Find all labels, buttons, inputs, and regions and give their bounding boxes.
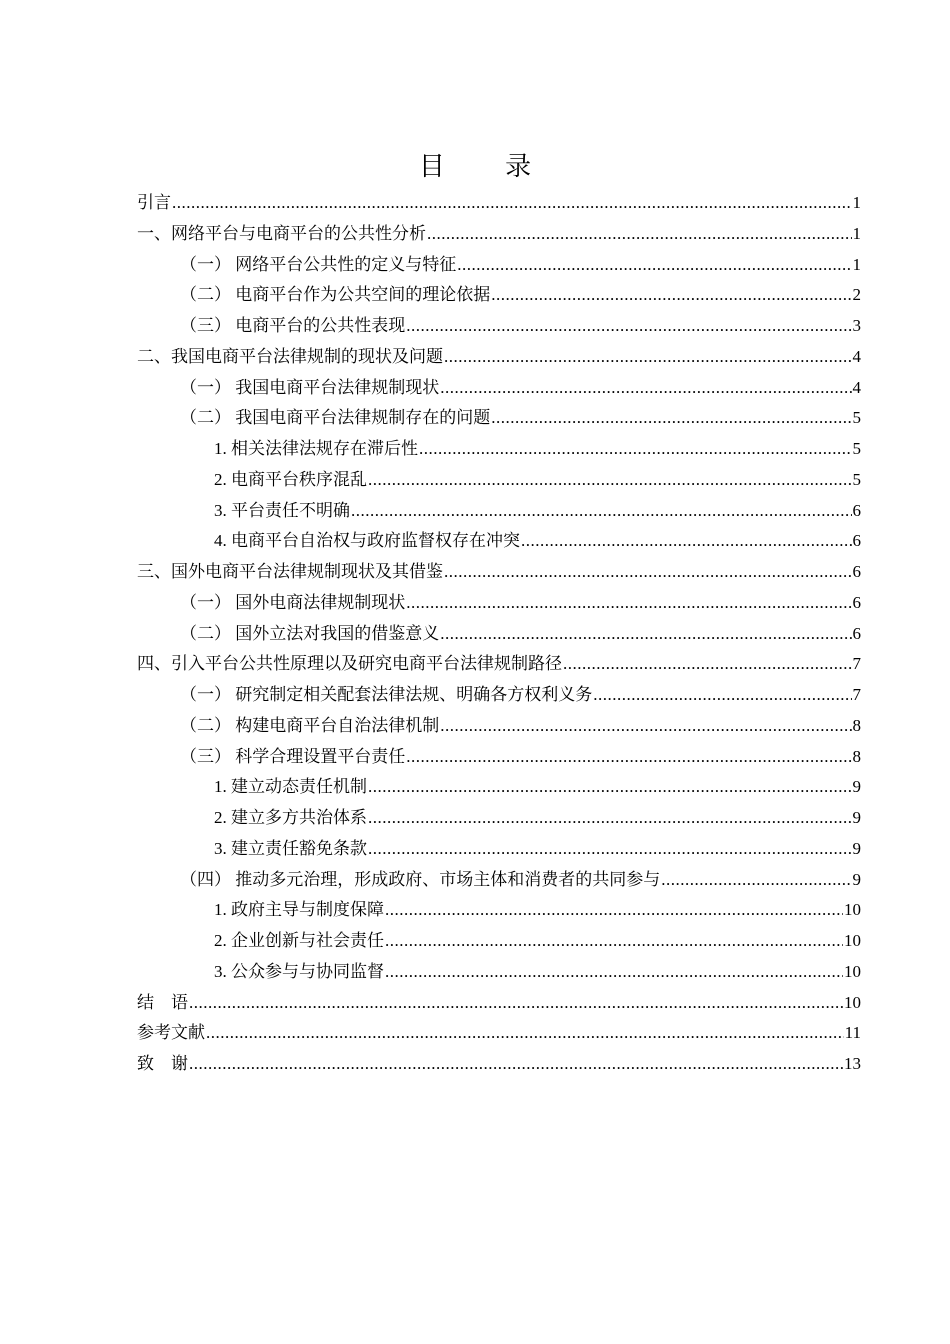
toc-entry-label: （三） 科学合理设置平台责任 (180, 746, 406, 766)
toc-entry-page: 4 (852, 346, 861, 366)
dot-leader (385, 926, 843, 957)
toc-entry-label: 致 谢 (137, 1054, 188, 1073)
toc-entry-page: 5 (852, 408, 861, 428)
toc-entry-page: 6 (852, 592, 861, 612)
toc-entry-label: （二） 构建电商平台自治法律机制 (180, 715, 440, 735)
toc-entry[interactable] (137, 619, 861, 650)
toc-entry-label: （一） 我国电商平台法律规制现状 (180, 377, 440, 397)
page-title: 目 录 (418, 152, 558, 182)
toc-entry[interactable] (137, 1018, 861, 1049)
toc-entry-label: （二） 电商平台作为公共空间的理论依据 (180, 285, 491, 305)
toc-entry[interactable] (137, 373, 861, 404)
toc-entry-label: （一） 国外电商法律规制现状 (180, 592, 406, 612)
dot-leader (406, 311, 851, 342)
toc-entry[interactable] (137, 434, 861, 465)
dot-leader (368, 465, 852, 496)
toc-entry[interactable] (137, 219, 861, 250)
toc-entry-label: 1. 政府主导与制度保障 (214, 900, 384, 920)
toc-entry-page: 1 (852, 193, 861, 212)
toc-entry-page: 10 (844, 900, 861, 920)
toc-entry-page: 5 (852, 439, 861, 458)
toc-entry-label: 2. 企业创新与社会责任 (214, 931, 384, 950)
toc-entry-label: 1. 建立动态责任机制 (214, 777, 367, 797)
toc-entry-label: 2. 建立多方共治体系 (214, 808, 367, 827)
dot-leader (406, 742, 851, 773)
toc-entry-label: （一） 网络平台公共性的定义与特征 (180, 254, 457, 274)
toc-entry[interactable] (137, 403, 861, 434)
dot-leader (406, 588, 851, 619)
toc-entry[interactable] (137, 988, 861, 1019)
dot-leader (351, 496, 852, 527)
toc-entry-page: 10 (844, 931, 861, 950)
toc-entry[interactable] (137, 895, 861, 926)
toc-entry-page: 8 (852, 715, 861, 735)
dot-leader (593, 680, 851, 711)
dot-leader (385, 895, 843, 926)
toc-entry-label: 四、引入平台公共性原理以及研究电商平台法律规制路径 (137, 654, 562, 674)
toc-entry[interactable] (137, 680, 861, 711)
dot-leader (563, 649, 852, 680)
toc-entry[interactable] (137, 588, 861, 619)
toc-entry-page: 2 (852, 285, 861, 305)
toc-entry-page: 6 (852, 500, 861, 520)
toc-entry-label: 2. 电商平台秩序混乱 (214, 469, 367, 489)
toc-entry-page: 6 (852, 623, 861, 643)
dot-leader (419, 434, 852, 465)
toc-entry-page: 7 (852, 685, 861, 704)
toc-entry[interactable] (137, 311, 861, 342)
toc-entry[interactable] (137, 649, 861, 680)
toc-entry[interactable] (137, 1049, 861, 1080)
toc-entry-page: 9 (852, 777, 861, 797)
toc-entry-label: 一、网络平台与电商平台的公共性分析 (137, 223, 426, 243)
dot-leader (444, 342, 852, 373)
toc-entry-page: 9 (852, 838, 861, 858)
toc-entry-label: 3. 建立责任豁免条款 (214, 838, 367, 858)
dot-leader (661, 865, 851, 896)
dot-leader (491, 280, 851, 311)
toc-entry-label: （四） 推动多元治理，形成政府、市场主体和消费者的共同参与 (180, 869, 661, 889)
toc-entry[interactable] (137, 342, 861, 373)
dot-leader (427, 219, 852, 250)
dot-leader (444, 557, 852, 588)
toc-entry-page: 9 (852, 808, 861, 827)
toc-entry[interactable] (137, 465, 861, 496)
dot-leader (457, 250, 851, 281)
toc-entry-page: 1 (852, 223, 861, 243)
toc-entry-page: 3 (852, 316, 861, 335)
dot-leader (440, 711, 851, 742)
toc-entry-label: 3. 公众参与与协同监督 (214, 961, 384, 981)
toc-entry[interactable] (137, 865, 861, 896)
toc-entry[interactable] (137, 711, 861, 742)
toc-entry[interactable] (137, 188, 861, 219)
toc-entry-page: 4 (852, 377, 861, 397)
toc-entry[interactable] (137, 557, 861, 588)
toc-entry-page: 11 (844, 1023, 861, 1043)
dot-leader (385, 957, 843, 988)
dot-leader (189, 988, 843, 1019)
toc-entry-page: 1 (852, 254, 861, 274)
dot-leader (521, 526, 852, 557)
toc-entry[interactable] (137, 526, 861, 557)
toc-entry-label: 二、我国电商平台法律规制的现状及问题 (137, 346, 443, 366)
dot-leader (368, 803, 852, 834)
toc-entry[interactable] (137, 742, 861, 773)
toc-entry[interactable] (137, 803, 861, 834)
dot-leader (368, 834, 852, 865)
toc-entry-label: （一） 研究制定相关配套法律法规、明确各方权利义务 (180, 685, 593, 704)
toc-entry-label: 引言 (137, 193, 171, 212)
toc-entry[interactable] (137, 280, 861, 311)
toc-entry-page: 10 (844, 992, 861, 1012)
toc-entry-page: 6 (852, 562, 861, 581)
toc-entry-page: 8 (852, 746, 861, 766)
toc-entry-label: 三、国外电商平台法律规制现状及其借鉴 (137, 562, 443, 581)
toc-entry[interactable] (137, 957, 861, 988)
toc-entry-page: 10 (844, 961, 861, 981)
toc-entry-page: 7 (852, 654, 861, 674)
dot-leader (189, 1049, 843, 1080)
toc-entry[interactable] (137, 250, 861, 281)
dot-leader (491, 403, 851, 434)
toc-entry[interactable] (137, 926, 861, 957)
toc-entry-label: 3. 平台责任不明确 (214, 500, 350, 520)
toc-entry[interactable] (137, 496, 861, 527)
toc-entry-label: 结 语 (137, 992, 188, 1012)
dot-leader (368, 772, 852, 803)
toc-entry-page: 5 (852, 469, 861, 489)
toc-entry[interactable] (137, 772, 861, 803)
toc-entry[interactable] (137, 834, 861, 865)
toc-entry-label: （二） 我国电商平台法律规制存在的问题 (180, 408, 491, 428)
toc-entry-label: 参考文献 (137, 1023, 205, 1043)
dot-leader (206, 1018, 844, 1049)
toc-entry-label: （二） 国外立法对我国的借鉴意义 (180, 623, 440, 643)
toc-entry-label: 1. 相关法律法规存在滞后性 (214, 439, 418, 458)
table-of-contents (137, 188, 861, 1080)
toc-entry-page: 9 (852, 869, 861, 889)
dot-leader (440, 373, 851, 404)
toc-entry-page: 13 (844, 1054, 861, 1073)
dot-leader (440, 619, 851, 650)
toc-entry-label: 4. 电商平台自治权与政府监督权存在冲突 (214, 531, 520, 551)
toc-entry-page: 6 (852, 531, 861, 551)
dot-leader (172, 188, 852, 219)
toc-entry-label: （三） 电商平台的公共性表现 (180, 316, 406, 335)
